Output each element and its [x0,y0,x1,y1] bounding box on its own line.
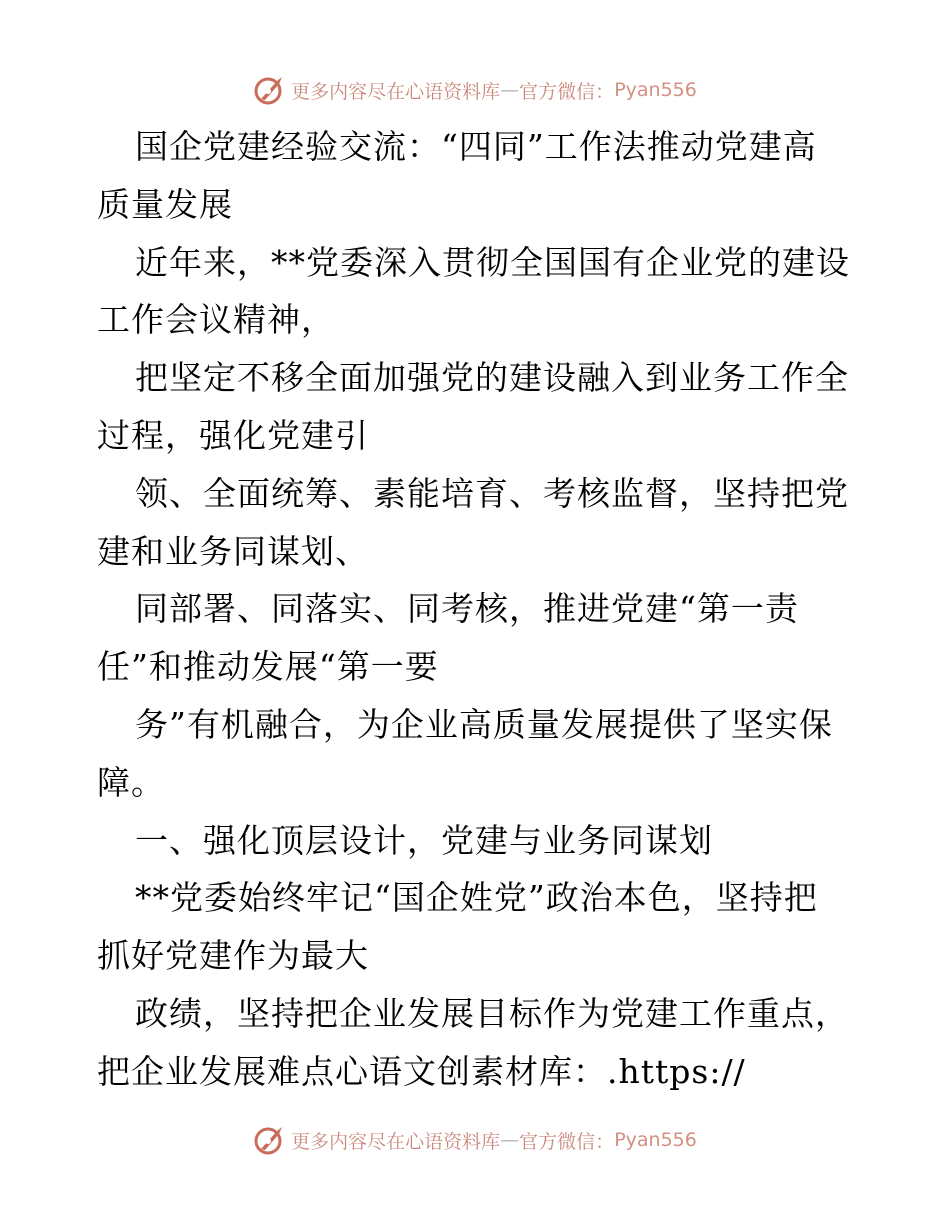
text-line: 把企业发展难点心语文创素材库：.https:// [97,1051,746,1091]
text-line: 国企党建经验交流：“四同”工作法推动党建高 [135,127,817,166]
header-watermark [0,70,950,110]
text-line: 过程，强化党建引 [97,415,369,455]
text-line: 务”有机融合，为企业高质量发展提供了坚实保 [135,704,833,744]
text-line: 近年来，**党委深入贯彻全国国有企业党的建设 [135,242,850,282]
text-line: 把坚定不移全面加强党的建设融入到业务工作全 [135,358,849,398]
text-line: **党委始终牢记“国企姓党”政治本色，坚持把 [135,878,818,918]
watermark-label: 官方微信： [519,80,615,103]
text-line: 一、强化顶层设计，党建与业务同谋划 [135,820,713,860]
text-line: 质量发展 [97,184,233,224]
watermark-id: Pyan556 [614,79,697,101]
pen-logo-icon [253,73,287,107]
text-line: 障。 [97,762,165,802]
text-line: 建和业务同谋划、 [97,531,369,571]
text-line: 政绩，坚持把企业发展目标作为党建工作重点， [135,993,849,1033]
watermark-text: 更多内容尽在心语资料库 [291,80,501,103]
watermark-label: 官方微信： [519,1130,615,1153]
text-line: 任”和推动发展“第一要 [97,647,439,687]
watermark-separator: — [500,79,520,101]
footer-watermark [0,1120,950,1160]
text-line: 领、全面统筹、素能培育、考核监督，坚持把党 [135,473,849,513]
watermark-text: 更多内容尽在心语资料库 [291,1130,501,1153]
pen-logo-icon [253,1123,287,1157]
text-line: 抓好党建作为最大 [97,936,369,976]
document-body [97,118,857,1101]
text-line: 同部署、同落实、同考核，推进党建“第一责 [135,589,799,629]
text-line: 工作会议精神， [97,300,335,340]
watermark-id: Pyan556 [614,1129,697,1151]
watermark-separator: — [500,1129,520,1151]
